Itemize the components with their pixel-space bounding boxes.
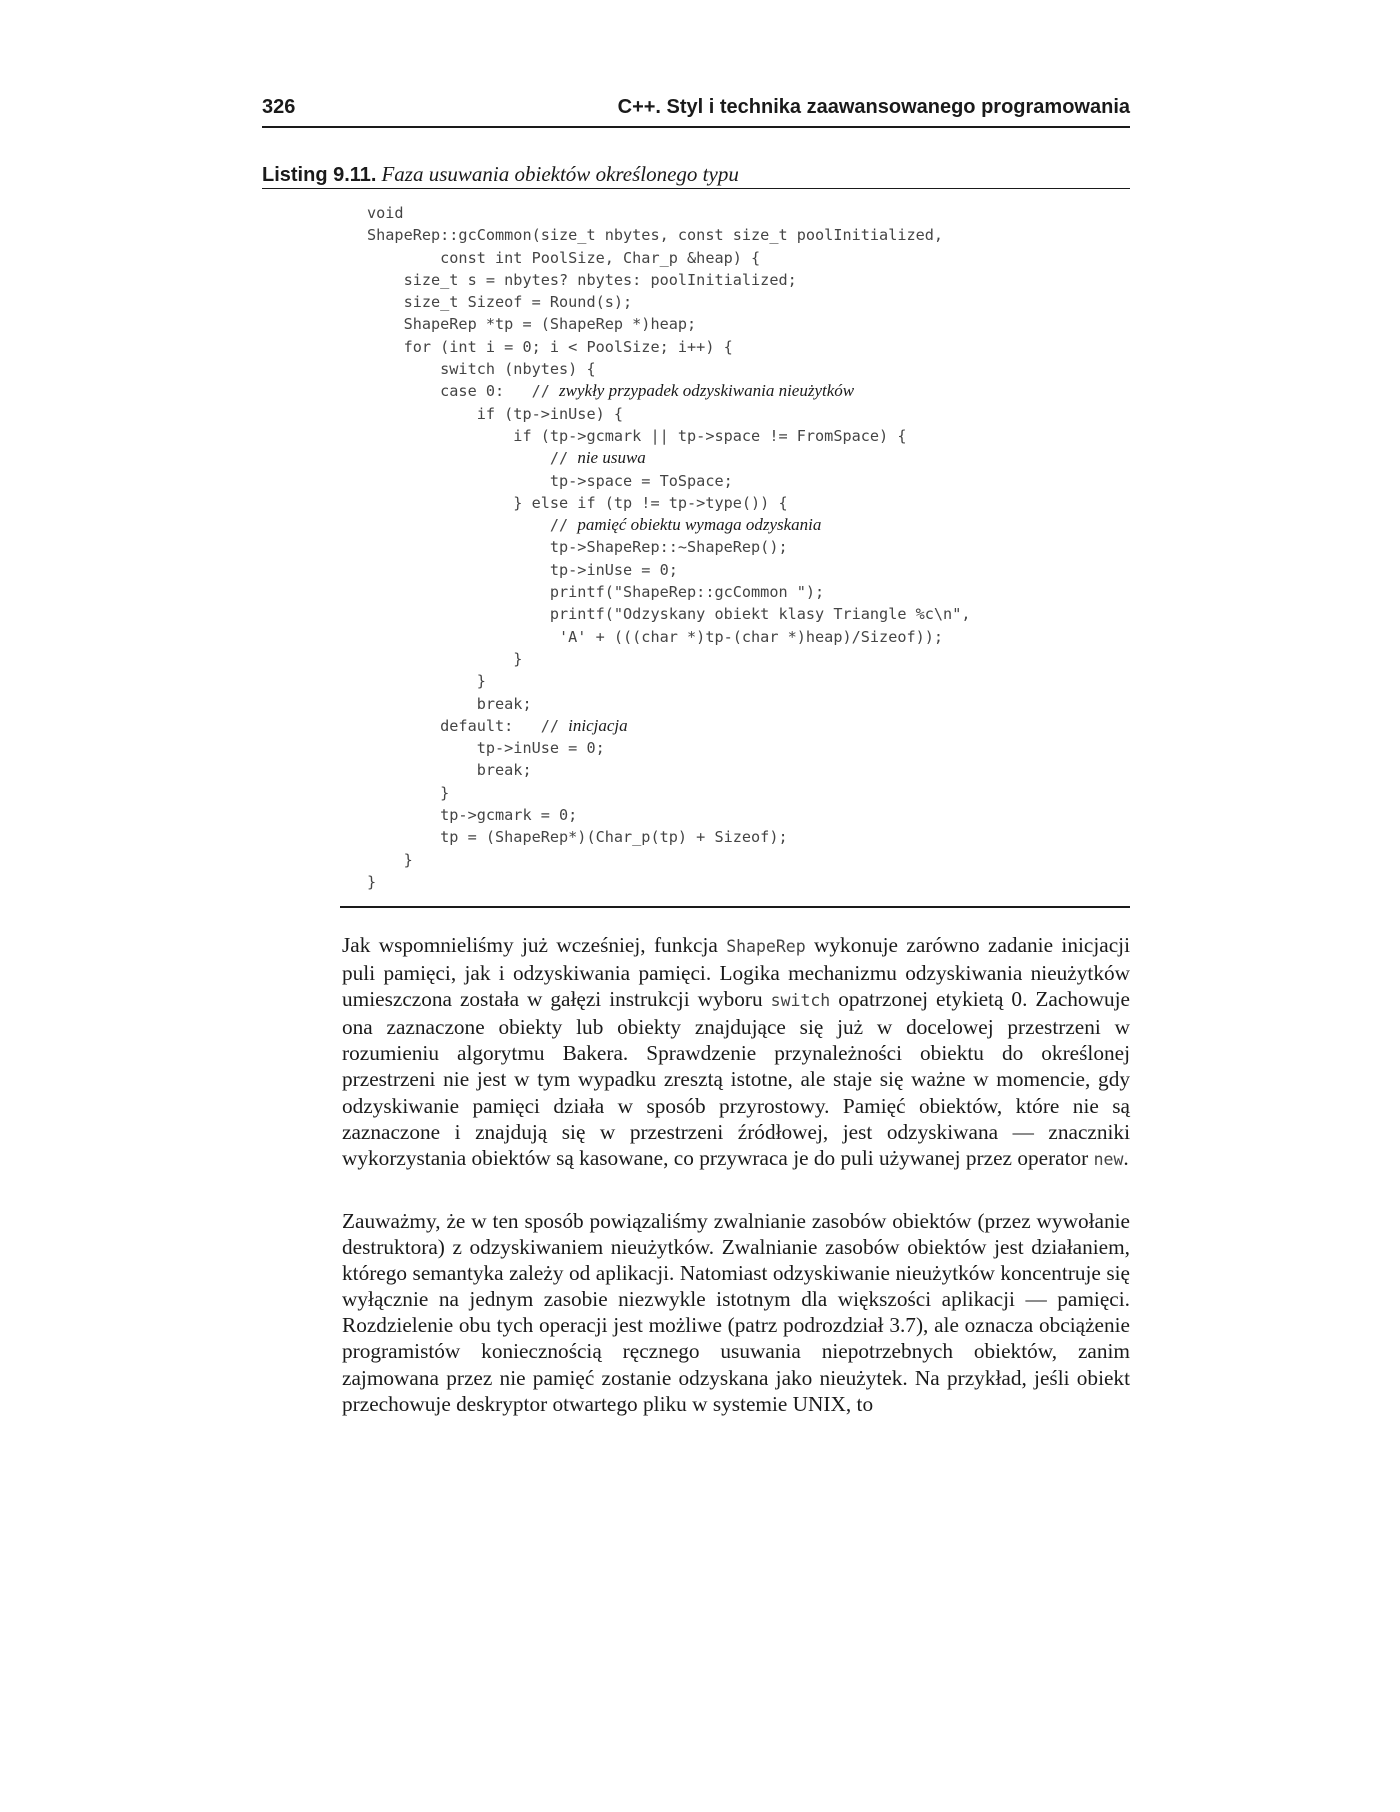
code-divider: [340, 906, 1130, 908]
code-line: [367, 492, 970, 514]
code-text: printf("ShapeRep::gcCommon ");: [367, 583, 825, 602]
inline-code: ShapeRep: [726, 937, 806, 956]
code-text: tp->inUse = 0;: [367, 739, 605, 758]
code-line: [367, 603, 970, 625]
code-comment: inicjacja: [568, 715, 628, 735]
code-text: for (int i = 0; i < PoolSize; i++) {: [367, 337, 733, 356]
code-text: ShapeRep::gcCommon(size_t nbytes, const size_t poolInitialized,: [367, 226, 944, 245]
code-line: [367, 536, 970, 558]
code-text: if (tp->gcmark || tp->space != FromSpace) {: [367, 426, 907, 445]
code-line: [367, 715, 970, 737]
code-line: [367, 626, 970, 648]
code-line: [367, 403, 970, 425]
code-line: [367, 425, 970, 447]
listing-caption: [262, 162, 1130, 189]
code-text: tp->inUse = 0;: [367, 560, 678, 579]
code-text: } else if (tp != tp->type()) {: [367, 493, 788, 512]
code-text: tp->gcmark = 0;: [367, 806, 578, 825]
code-line: [367, 871, 970, 893]
code-text: switch (nbytes) {: [367, 360, 596, 379]
code-text: tp->ShapeRep::~ShapeRep();: [367, 538, 788, 557]
code-line: [367, 670, 970, 692]
text-run: wykonuje zarówno zadanie inicjacji puli pamięci, jak i odzyskiwania pamięci. Logika mechanizmu odzyskiwania nieużytków umieszczona została w gałęzi instrukcji wyboru: [342, 933, 1130, 1012]
code-line: [367, 737, 970, 759]
code-line: [367, 447, 970, 469]
code-text: }: [367, 649, 523, 668]
code-comment: nie usuwa: [577, 448, 646, 468]
code-line: [367, 358, 970, 380]
inline-code: new: [1093, 1149, 1124, 1169]
code-line: [367, 291, 970, 313]
code-comment: zwykły przypadek odzyskiwania nieużytków: [559, 381, 855, 401]
body-paragraph-1: [342, 932, 1130, 1173]
code-line: [367, 269, 970, 291]
code-text: }: [367, 872, 377, 891]
code-line: [367, 804, 970, 826]
page-number: 326: [262, 96, 296, 118]
code-line: [367, 782, 970, 804]
code-text: break;: [367, 761, 532, 780]
body-paragraph-2: [342, 1208, 1130, 1417]
page-header: [262, 96, 1130, 128]
text-run: opatrzonej etykietą 0. Zachowuje ona zaznaczone obiekty lub obiekty znajdujące się już w docelowej przestrzeni w rozumieniu algorytmu Bakera. Sprawdzenie przynależności obiektu do określonej przestrzeni nie jest w tym wypadku zresztą istotne, ale staje się ważne w momencie, gdy odzyskiwanie pamięci działa w sposób przyrostowy. Pamięć obiektów, które nie są zaznaczone i znajdują się w przestrzeni źródłowej, jest odzyskiwana — znaczniki wykorzystania obiektów są kasowane, co przywraca je do puli używanej przez operator: [342, 987, 1130, 1170]
code-text: tp = (ShapeRep*)(Char_p(tp) + Sizeof);: [367, 828, 788, 847]
inline-code: switch: [770, 991, 831, 1011]
code-comment: pamięć obiektu wymaga odzyskania: [577, 515, 822, 535]
code-text: }: [367, 672, 486, 691]
code-text: break;: [367, 694, 532, 713]
code-line: [367, 559, 970, 581]
code-text: default: //: [367, 716, 569, 735]
code-text: }: [367, 783, 450, 802]
code-line: [367, 693, 970, 715]
code-line: [367, 581, 970, 603]
code-line: [367, 514, 970, 536]
code-text: size_t Sizeof = Round(s);: [367, 293, 633, 312]
code-text: //: [367, 516, 578, 535]
code-line: [367, 247, 970, 269]
listing-title: Faza usuwania obiektów określonego typu: [381, 162, 739, 186]
code-text: tp->space = ToSpace;: [367, 471, 733, 490]
code-text: if (tp->inUse) {: [367, 404, 624, 423]
code-line: [367, 380, 970, 402]
code-line: [367, 470, 970, 492]
code-line: [367, 826, 970, 848]
code-line: [367, 648, 970, 670]
code-line: [367, 224, 970, 246]
text-run: .: [1123, 1145, 1129, 1170]
text-run: Zauważmy, że w ten sposób powiązaliśmy zwalnianie zasobów obiektów (przez wywołanie destruktora) z odzyskiwaniem nieużytków. Zwalnianie zasobów obiektów jest działaniem, którego semantyka zależy od aplikacji. Natomiast odzyskiwanie nieużytków koncentruje się wyłącznie na jednym zasobie niezwykle istotnym dla większości aplikacji — pamięci. Rozdzielenie obu tych operacji jest możliwe (patrz podrozdział 3.7), ale oznacza obciążenie programistów koniecznością ręcznego usuwania niepotrzebnych obiektów, zanim zajmowana przez nie pamięć zostanie odzyskana jako nieużytek. Na przykład, jeśli obiekt przechowuje deskryptor otwartego pliku w systemie UNIX, to: [342, 1209, 1130, 1416]
code-listing: [367, 202, 970, 893]
running-title: C++. Styl i technika zaawansowanego programowania: [617, 96, 1130, 118]
code-line: [367, 759, 970, 781]
code-text: printf("Odzyskany obiekt klasy Triangle %c\n",: [367, 605, 971, 624]
code-text: const int PoolSize, Char_p &heap) {: [367, 248, 761, 267]
code-text: ShapeRep *tp = (ShapeRep *)heap;: [367, 315, 697, 334]
listing-label: Listing 9.11.: [262, 164, 377, 186]
code-line: [367, 336, 970, 358]
code-text: size_t s = nbytes? nbytes: poolInitialized;: [367, 270, 797, 289]
code-line: [367, 313, 970, 335]
code-text: }: [367, 850, 413, 869]
code-text: void: [367, 204, 404, 222]
code-text: 'A' + (((char *)tp-(char *)heap)/Sizeof));: [367, 627, 944, 646]
code-line: [367, 849, 970, 871]
code-line: [367, 202, 970, 224]
code-text: case 0: //: [367, 382, 560, 401]
code-text: //: [367, 449, 578, 468]
text-run: Jak wspomnieliśmy już wcześniej, funkcja: [342, 933, 727, 957]
